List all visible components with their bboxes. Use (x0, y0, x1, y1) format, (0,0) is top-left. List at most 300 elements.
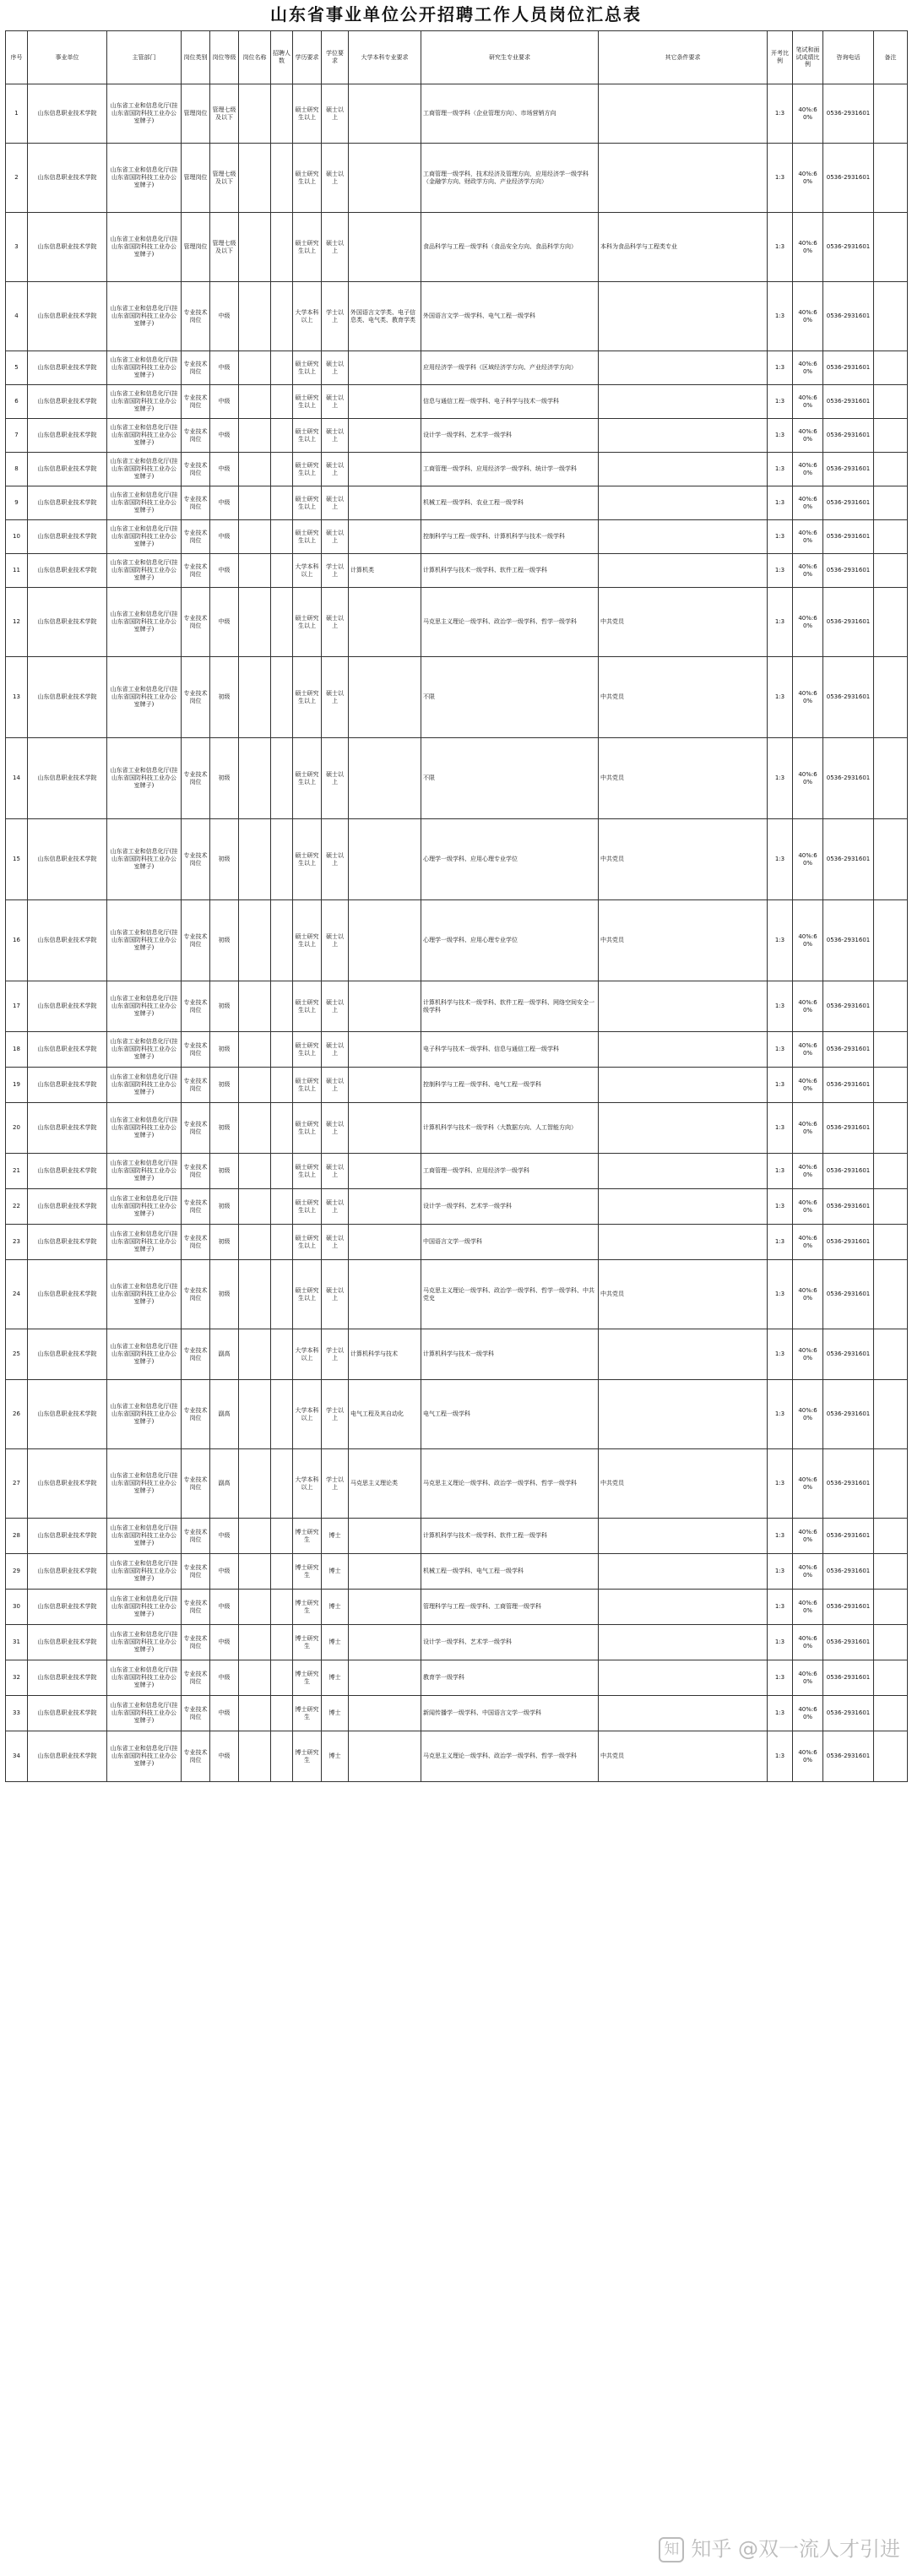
table-cell: 硕士以上 (322, 84, 349, 144)
table-cell: 1:3 (768, 1189, 793, 1225)
table-cell: 专业技术岗位 (182, 1329, 210, 1380)
table-row (6, 1189, 908, 1225)
table-cell: 工商管理一级学科，技术经济及管理方向，应用经济学一级学科（金融学方向、财政学方向、产业经济学方向） (421, 144, 599, 213)
table-cell: 硕士以上 (322, 1225, 349, 1260)
table-cell: 机械工程一级学科、农业工程一级学科 (421, 486, 599, 520)
table-cell: 40%:60% (793, 981, 823, 1032)
table-cell (349, 1189, 421, 1225)
table-cell: 马克思主义理论类 (349, 1449, 421, 1519)
table-cell (599, 1032, 768, 1068)
table-cell: 40%:60% (793, 657, 823, 738)
table-cell (271, 657, 293, 738)
table-cell: 山东信息职业技术学院 (28, 1696, 107, 1731)
table-cell (874, 385, 908, 419)
table-cell: 中共党员 (599, 657, 768, 738)
table-cell: 1:3 (768, 486, 793, 520)
table-cell: 32 (6, 1660, 28, 1696)
header-cell: 其它条件要求 (599, 31, 768, 84)
table-cell (271, 981, 293, 1032)
table-cell: 山东省工业和信息化厅(挂山东省国防科技工业办公室牌子) (107, 1154, 182, 1189)
table-cell: 1:3 (768, 657, 793, 738)
table-cell (271, 1449, 293, 1519)
table-cell: 博士 (322, 1696, 349, 1731)
table-cell: 山东信息职业技术学院 (28, 1260, 107, 1329)
table-cell: 中共党员 (599, 1449, 768, 1519)
table-cell: 学士以上 (322, 282, 349, 351)
table-cell: 专业技术岗位 (182, 1625, 210, 1660)
table-cell: 40%:60% (793, 1068, 823, 1103)
table-cell: 应用经济学一级学科（区域经济学方向、产业经济学方向） (421, 351, 599, 385)
table-cell: 专业技术岗位 (182, 1590, 210, 1625)
table-cell: 山东信息职业技术学院 (28, 520, 107, 554)
table-cell: 40%:60% (793, 738, 823, 819)
table-cell (874, 144, 908, 213)
table-cell: 0536-2931601 (823, 819, 874, 900)
header-cell: 岗位类别 (182, 31, 210, 84)
table-cell: 5 (6, 351, 28, 385)
table-cell: 硕士以上 (322, 351, 349, 385)
table-cell (599, 1225, 768, 1260)
table-cell: 1:3 (768, 144, 793, 213)
table-cell: 硕士研究生以上 (293, 1068, 322, 1103)
table-cell (599, 419, 768, 453)
table-row (6, 1103, 908, 1154)
table-cell: 硕士研究生以上 (293, 453, 322, 486)
table-cell: 山东省工业和信息化厅(挂山东省国防科技工业办公室牌子) (107, 1032, 182, 1068)
table-cell (271, 1154, 293, 1189)
table-cell: 4 (6, 282, 28, 351)
table-cell (349, 588, 421, 657)
table-cell: 40%:60% (793, 1189, 823, 1225)
table-cell (239, 819, 271, 900)
table-cell: 硕士研究生以上 (293, 657, 322, 738)
table-cell (349, 1260, 421, 1329)
table-cell: 山东信息职业技术学院 (28, 144, 107, 213)
table-row (6, 1590, 908, 1625)
table-cell: 中级 (210, 282, 239, 351)
header-cell: 开考比例 (768, 31, 793, 84)
table-row (6, 738, 908, 819)
table-cell (271, 1625, 293, 1660)
table-row (6, 520, 908, 554)
table-cell: 山东省工业和信息化厅(挂山东省国防科技工业办公室牌子) (107, 1590, 182, 1625)
table-cell (239, 1590, 271, 1625)
table-cell: 专业技术岗位 (182, 1554, 210, 1590)
table-cell (239, 1154, 271, 1189)
table-row (6, 1329, 908, 1380)
table-cell: 外国语言文学类、电子信息类、电气类、教育学类 (349, 282, 421, 351)
table-cell: 中国语言文学一级学科 (421, 1225, 599, 1260)
table-cell: 山东信息职业技术学院 (28, 1154, 107, 1189)
table-cell: 硕士研究生以上 (293, 520, 322, 554)
table-cell: 大学本科以上 (293, 1449, 322, 1519)
table-cell (599, 520, 768, 554)
table-cell: 副高 (210, 1380, 239, 1449)
table-cell: 机械工程一级学科、电气工程一级学科 (421, 1554, 599, 1590)
table-cell: 山东省工业和信息化厅(挂山东省国防科技工业办公室牌子) (107, 819, 182, 900)
table-cell: 硕士以上 (322, 385, 349, 419)
table-cell: 专业技术岗位 (182, 1032, 210, 1068)
table-cell: 0536-2931601 (823, 520, 874, 554)
table-cell (599, 1329, 768, 1380)
table-cell: 1:3 (768, 900, 793, 981)
table-cell (349, 213, 421, 282)
table-cell: 专业技术岗位 (182, 1449, 210, 1519)
table-cell (239, 1519, 271, 1554)
table-cell: 40%:60% (793, 900, 823, 981)
table-cell: 0536-2931601 (823, 1329, 874, 1380)
table-cell: 1:3 (768, 84, 793, 144)
table-cell (239, 1449, 271, 1519)
table-cell: 初级 (210, 1189, 239, 1225)
table-row (6, 1625, 908, 1660)
table-cell: 山东省工业和信息化厅(挂山东省国防科技工业办公室牌子) (107, 1449, 182, 1519)
table-row (6, 1225, 908, 1260)
table-cell: 山东省工业和信息化厅(挂山东省国防科技工业办公室牌子) (107, 900, 182, 981)
table-cell (874, 1032, 908, 1068)
table-cell: 0536-2931601 (823, 453, 874, 486)
table-cell: 山东信息职业技术学院 (28, 1380, 107, 1449)
table-cell: 管理岗位 (182, 213, 210, 282)
table-cell: 专业技术岗位 (182, 819, 210, 900)
table-cell: 硕士以上 (322, 1068, 349, 1103)
table-cell (349, 1731, 421, 1782)
table-cell: 0536-2931601 (823, 144, 874, 213)
positions-table (5, 30, 908, 1782)
table-cell: 40%:60% (793, 1519, 823, 1554)
header-cell: 笔试和面试成绩比例 (793, 31, 823, 84)
table-cell: 山东信息职业技术学院 (28, 554, 107, 588)
table-cell: 教育学一级学科 (421, 1660, 599, 1696)
table-row (6, 144, 908, 213)
watermark (659, 2532, 900, 2562)
table-row (6, 1554, 908, 1590)
table-cell: 山东省工业和信息化厅(挂山东省国防科技工业办公室牌子) (107, 1329, 182, 1380)
table-cell: 40%:60% (793, 1696, 823, 1731)
table-cell: 初级 (210, 1154, 239, 1189)
table-cell: 学士以上 (322, 1329, 349, 1380)
table-cell: 0536-2931601 (823, 554, 874, 588)
table-cell: 食品科学与工程一级学科（食品安全方向、食品科学方向） (421, 213, 599, 282)
table-cell: 8 (6, 453, 28, 486)
table-row (6, 419, 908, 453)
table-cell: 1:3 (768, 351, 793, 385)
table-cell: 山东信息职业技术学院 (28, 351, 107, 385)
table-cell (349, 1519, 421, 1554)
table-cell (349, 84, 421, 144)
table-cell: 中级 (210, 1696, 239, 1731)
table-cell: 中共党员 (599, 1260, 768, 1329)
header-cell: 岗位名称 (239, 31, 271, 84)
table-cell: 0536-2931601 (823, 1449, 874, 1519)
table-cell: 40%:60% (793, 588, 823, 657)
table-cell: 1:3 (768, 385, 793, 419)
table-cell: 0536-2931601 (823, 738, 874, 819)
table-cell: 专业技术岗位 (182, 554, 210, 588)
table-cell (239, 1225, 271, 1260)
table-cell: 0536-2931601 (823, 1380, 874, 1449)
table-cell (874, 738, 908, 819)
table-cell: 0536-2931601 (823, 486, 874, 520)
table-cell: 专业技术岗位 (182, 657, 210, 738)
table-cell: 山东信息职业技术学院 (28, 282, 107, 351)
table-cell: 中级 (210, 1660, 239, 1696)
table-cell: 硕士研究生以上 (293, 981, 322, 1032)
table-cell: 0536-2931601 (823, 1103, 874, 1154)
table-cell: 6 (6, 385, 28, 419)
table-cell (271, 588, 293, 657)
table-cell: 初级 (210, 819, 239, 900)
table-cell (271, 1590, 293, 1625)
table-cell: 18 (6, 1032, 28, 1068)
table-cell: 山东省工业和信息化厅(挂山东省国防科技工业办公室牌子) (107, 1189, 182, 1225)
page-title: 山东省事业单位公开招聘工作人员岗位汇总表 (270, 4, 642, 24)
table-cell: 本科为食品科学与工程类专业 (599, 213, 768, 282)
table-cell: 设计学一级学科、艺术学一级学科 (421, 419, 599, 453)
table-cell: 40%:60% (793, 1380, 823, 1449)
table-cell (271, 453, 293, 486)
table-cell: 山东省工业和信息化厅(挂山东省国防科技工业办公室牌子) (107, 1625, 182, 1660)
table-cell: 1:3 (768, 1590, 793, 1625)
table-cell (271, 1380, 293, 1449)
table-cell: 博士 (322, 1625, 349, 1660)
table-cell (239, 385, 271, 419)
table-cell: 0536-2931601 (823, 84, 874, 144)
table-cell: 马克思主义理论一级学科、政治学一级学科、哲学一级学科 (421, 588, 599, 657)
table-cell (349, 1225, 421, 1260)
table-cell: 专业技术岗位 (182, 900, 210, 981)
table-cell (599, 1519, 768, 1554)
table-cell (271, 1519, 293, 1554)
table-cell: 初级 (210, 900, 239, 981)
table-cell (874, 588, 908, 657)
table-cell: 计算机科学与技术 (349, 1329, 421, 1380)
table-cell: 0536-2931601 (823, 1731, 874, 1782)
table-cell (271, 1696, 293, 1731)
table-cell (599, 1660, 768, 1696)
table-cell: 1:3 (768, 738, 793, 819)
table-cell: 管理七级及以下 (210, 144, 239, 213)
table-cell: 0536-2931601 (823, 588, 874, 657)
table-row (6, 385, 908, 419)
table-cell: 初级 (210, 1032, 239, 1068)
table-cell (599, 1696, 768, 1731)
table-cell: 中共党员 (599, 1731, 768, 1782)
table-cell: 硕士以上 (322, 1032, 349, 1068)
table-cell: 山东省工业和信息化厅(挂山东省国防科技工业办公室牌子) (107, 1260, 182, 1329)
table-cell: 硕士以上 (322, 1103, 349, 1154)
table-cell: 山东省工业和信息化厅(挂山东省国防科技工业办公室牌子) (107, 981, 182, 1032)
table-cell: 中级 (210, 351, 239, 385)
table-cell (271, 900, 293, 981)
table-cell: 副高 (210, 1329, 239, 1380)
table-cell: 0536-2931601 (823, 1696, 874, 1731)
table-cell: 山东省工业和信息化厅(挂山东省国防科技工业办公室牌子) (107, 657, 182, 738)
table-cell: 专业技术岗位 (182, 486, 210, 520)
table-cell (874, 1225, 908, 1260)
table-cell (874, 1260, 908, 1329)
table-cell: 硕士以上 (322, 900, 349, 981)
table-cell (874, 1068, 908, 1103)
table-cell: 1:3 (768, 1032, 793, 1068)
table-cell (599, 1380, 768, 1449)
table-cell (239, 1032, 271, 1068)
table-cell (874, 1554, 908, 1590)
table-row (6, 1032, 908, 1068)
table-cell (349, 385, 421, 419)
table-cell: 硕士研究生以上 (293, 144, 322, 213)
table-cell: 学士以上 (322, 1449, 349, 1519)
table-cell (874, 486, 908, 520)
table-cell: 硕士研究生以上 (293, 1260, 322, 1329)
table-cell: 40%:60% (793, 520, 823, 554)
table-cell: 0536-2931601 (823, 419, 874, 453)
table-cell: 1:3 (768, 554, 793, 588)
table-cell: 0536-2931601 (823, 1260, 874, 1329)
table-cell (599, 1625, 768, 1660)
table-row (6, 1380, 908, 1449)
table-cell: 0536-2931601 (823, 1660, 874, 1696)
table-cell: 专业技术岗位 (182, 1260, 210, 1329)
table-cell: 设计学一级学科、艺术学一级学科 (421, 1189, 599, 1225)
table-cell: 40%:60% (793, 282, 823, 351)
table-cell: 博士 (322, 1590, 349, 1625)
table-cell: 硕士以上 (322, 981, 349, 1032)
header-cell: 咨询电话 (823, 31, 874, 84)
table-cell: 23 (6, 1225, 28, 1260)
table-cell: 中级 (210, 453, 239, 486)
table-cell: 0536-2931601 (823, 900, 874, 981)
table-cell: 0536-2931601 (823, 385, 874, 419)
table-cell: 0536-2931601 (823, 1519, 874, 1554)
table-cell: 山东省工业和信息化厅(挂山东省国防科技工业办公室牌子) (107, 351, 182, 385)
table-cell: 专业技术岗位 (182, 453, 210, 486)
table-cell (349, 1696, 421, 1731)
table-cell: 山东信息职业技术学院 (28, 1103, 107, 1154)
table-cell: 硕士研究生以上 (293, 1154, 322, 1189)
table-cell (239, 84, 271, 144)
table-row (6, 1449, 908, 1519)
table-cell (349, 144, 421, 213)
table-row (6, 1660, 908, 1696)
table-cell: 山东省工业和信息化厅(挂山东省国防科技工业办公室牌子) (107, 282, 182, 351)
table-cell: 硕士研究生以上 (293, 588, 322, 657)
table-cell: 中共党员 (599, 900, 768, 981)
table-cell (271, 1103, 293, 1154)
table-cell: 管理岗位 (182, 144, 210, 213)
table-cell (874, 1660, 908, 1696)
table-row (6, 1696, 908, 1731)
table-cell: 硕士研究生以上 (293, 486, 322, 520)
table-cell: 山东省工业和信息化厅(挂山东省国防科技工业办公室牌子) (107, 554, 182, 588)
table-cell: 专业技术岗位 (182, 1660, 210, 1696)
table-cell: 硕士研究生以上 (293, 900, 322, 981)
table-cell: 1:3 (768, 1625, 793, 1660)
table-row (6, 1519, 908, 1554)
table-cell (239, 900, 271, 981)
table-cell (874, 213, 908, 282)
table-cell: 1:3 (768, 1154, 793, 1189)
table-cell: 专业技术岗位 (182, 1189, 210, 1225)
table-cell: 山东信息职业技术学院 (28, 1329, 107, 1380)
table-cell: 1:3 (768, 1696, 793, 1731)
table-cell (349, 1590, 421, 1625)
zhihu-logo-icon: 知 (659, 2537, 684, 2562)
table-cell: 0536-2931601 (823, 981, 874, 1032)
table-cell: 1:3 (768, 1380, 793, 1449)
table-cell: 硕士研究生以上 (293, 819, 322, 900)
table-cell: 山东信息职业技术学院 (28, 1625, 107, 1660)
table-cell: 0536-2931601 (823, 1189, 874, 1225)
table-cell: 山东信息职业技术学院 (28, 419, 107, 453)
table-cell: 硕士以上 (322, 588, 349, 657)
table-cell: 1:3 (768, 1554, 793, 1590)
table-cell: 管理科学与工程一级学科、工商管理一级学科 (421, 1590, 599, 1625)
table-cell: 7 (6, 419, 28, 453)
table-cell: 专业技术岗位 (182, 738, 210, 819)
table-cell (239, 588, 271, 657)
table-cell: 管理七级及以下 (210, 213, 239, 282)
table-cell (239, 351, 271, 385)
table-cell (599, 453, 768, 486)
table-cell (874, 819, 908, 900)
table-cell (349, 1625, 421, 1660)
table-cell: 专业技术岗位 (182, 1225, 210, 1260)
table-cell: 硕士以上 (322, 419, 349, 453)
table-row (6, 657, 908, 738)
table-cell: 中级 (210, 1519, 239, 1554)
table-cell: 40%:60% (793, 144, 823, 213)
table-cell (239, 1329, 271, 1380)
table-cell: 专业技术岗位 (182, 419, 210, 453)
table-cell (239, 1696, 271, 1731)
table-cell (239, 1625, 271, 1660)
table-cell: 40%:60% (793, 1731, 823, 1782)
table-cell (599, 282, 768, 351)
table-row (6, 84, 908, 144)
table-cell: 山东信息职业技术学院 (28, 1189, 107, 1225)
table-cell (271, 213, 293, 282)
table-cell: 大学本科以上 (293, 1329, 322, 1380)
table-cell: 学士以上 (322, 554, 349, 588)
table-cell: 33 (6, 1696, 28, 1731)
table-cell: 博士 (322, 1519, 349, 1554)
table-cell: 专业技术岗位 (182, 1380, 210, 1449)
table-cell (239, 144, 271, 213)
table-cell: 1:3 (768, 1068, 793, 1103)
table-cell: 21 (6, 1154, 28, 1189)
table-cell (349, 981, 421, 1032)
table-cell: 电子科学与技术一级学科、信息与通信工程一级学科 (421, 1032, 599, 1068)
table-cell (599, 1068, 768, 1103)
table-cell: 计算机类 (349, 554, 421, 588)
table-cell (874, 554, 908, 588)
table-cell (239, 520, 271, 554)
table-cell (271, 1731, 293, 1782)
table-cell (349, 738, 421, 819)
table-cell: 29 (6, 1554, 28, 1590)
table-cell: 40%:60% (793, 486, 823, 520)
table-cell: 0536-2931601 (823, 657, 874, 738)
table-cell: 1:3 (768, 819, 793, 900)
table-cell: 40%:60% (793, 1554, 823, 1590)
table-cell: 初级 (210, 657, 239, 738)
table-cell: 22 (6, 1189, 28, 1225)
table-cell (239, 1554, 271, 1590)
table-cell: 硕士研究生以上 (293, 84, 322, 144)
table-cell (239, 1189, 271, 1225)
table-cell: 硕士研究生以上 (293, 351, 322, 385)
